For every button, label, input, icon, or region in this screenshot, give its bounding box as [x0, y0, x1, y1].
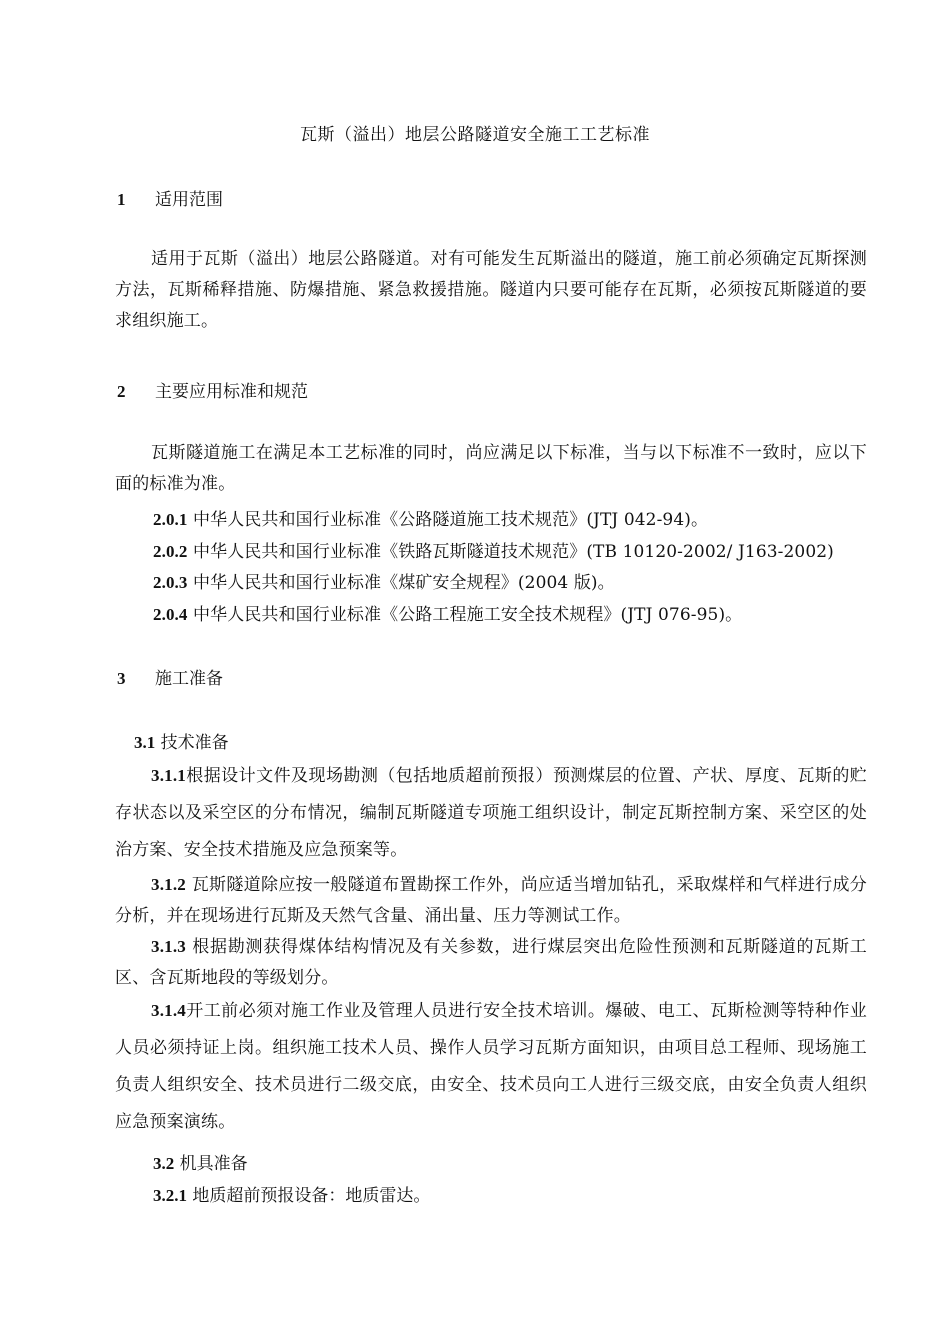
- section-number: 1: [117, 190, 126, 209]
- section-title: 施工准备: [155, 669, 223, 689]
- subsection-3-2: [153, 1149, 248, 1174]
- subsection-3-1: [134, 728, 229, 753]
- section-heading-1: [117, 185, 223, 210]
- subsection-title: 技术准备: [160, 733, 229, 753]
- paragraph-3-1-3: [115, 931, 867, 994]
- section-1-paragraph: 适用于瓦斯（溢出）地层公路隧道。对有可能发生瓦斯溢出的隧道，施工前必须确定瓦斯探测方法，瓦斯稀释措施、防爆措施、紧急救援措施。隧道内只要可能存在瓦斯，必须按瓦斯隧道的要求组织施工。: [115, 249, 867, 331]
- paragraph-text: 根据设计文件及现场勘测（包括地质超前预报）预测煤层的位置、产状、厚度、瓦斯的贮存状态以及采空区的分布情况，编制瓦斯隧道专项施工组织设计，制定瓦斯控制方案、采空区的处治方案、安全技术措施及应急预案等。: [115, 766, 867, 860]
- paragraph-number: 3.2.1: [153, 1186, 187, 1205]
- subsection-title: 机具准备: [179, 1154, 248, 1174]
- document-title: 瓦斯（溢出）地层公路隧道安全施工工艺标准: [300, 125, 650, 145]
- standard-item-3: [153, 568, 615, 593]
- item-text: 中华人民共和国行业标准《铁路瓦斯隧道技术规范》(TB 10120-2002/ J163-2002): [193, 542, 834, 562]
- section-number: 3: [117, 669, 126, 688]
- paragraph-text: 开工前必须对施工作业及管理人员进行安全技术培训。爆破、电工、瓦斯检测等特种作业人员必须持证上岗。组织施工技术人员、操作人员学习瓦斯方面知识，由项目总工程师、现场施工负责人组织安全、技术员进行二级交底，由安全、技术员向工人进行三级交底，由安全负责人组织应急预案演练。: [115, 1001, 867, 1132]
- paragraph-3-1-2: [115, 869, 867, 932]
- paragraph-text: 地质超前预报设备：地质雷达。: [192, 1186, 431, 1206]
- item-number: 2.0.4: [153, 605, 188, 624]
- paragraph-number: 3.1.3: [151, 937, 186, 956]
- standard-item-4: [153, 600, 742, 625]
- paragraph-number: 3.1.2: [151, 875, 186, 894]
- item-text: 中华人民共和国行业标准《煤矿安全规程》(2004 版)。: [193, 573, 615, 593]
- paragraph-text: 瓦斯隧道除应按一般隧道布置勘探工作外，尚应适当增加钻孔，采取煤样和气样进行成分分析，并在现场进行瓦斯及天然气含量、涌出量、压力等测试工作。: [115, 875, 867, 926]
- section-title: 主要应用标准和规范: [155, 382, 308, 402]
- item-text: 中华人民共和国行业标准《公路工程施工安全技术规程》(JTJ 076-95)。: [193, 605, 743, 625]
- paragraph-text: 根据勘测获得煤体结构情况及有关参数，进行煤层突出危险性预测和瓦斯隧道的瓦斯工区、含瓦斯地段的等级划分。: [115, 937, 867, 988]
- section-number: 2: [117, 382, 126, 401]
- standard-item-1: [153, 505, 708, 530]
- paragraph-3-2-1: [153, 1181, 430, 1206]
- section-heading-2: [117, 377, 308, 402]
- item-number: 2.0.2: [153, 542, 188, 561]
- paragraph-3-1-4: [115, 992, 867, 1141]
- paragraph-number: 3.1.4: [151, 1001, 186, 1020]
- paragraph-3-1-1: [115, 757, 867, 869]
- standard-item-2: [153, 537, 834, 562]
- section-heading-3: [117, 664, 223, 689]
- subsection-number: 3.2: [153, 1154, 175, 1173]
- subsection-number: 3.1: [134, 733, 156, 752]
- item-number: 2.0.1: [153, 510, 188, 529]
- item-number: 2.0.3: [153, 573, 188, 592]
- paragraph-number: 3.1.1: [151, 766, 186, 785]
- section-2-paragraph: 瓦斯隧道施工在满足本工艺标准的同时，尚应满足以下标准，当与以下标准不一致时，应以下面的标准为准。: [115, 443, 867, 494]
- item-text: 中华人民共和国行业标准《公路隧道施工技术规范》(JTJ 042-94)。: [193, 510, 709, 530]
- section-title: 适用范围: [155, 190, 223, 210]
